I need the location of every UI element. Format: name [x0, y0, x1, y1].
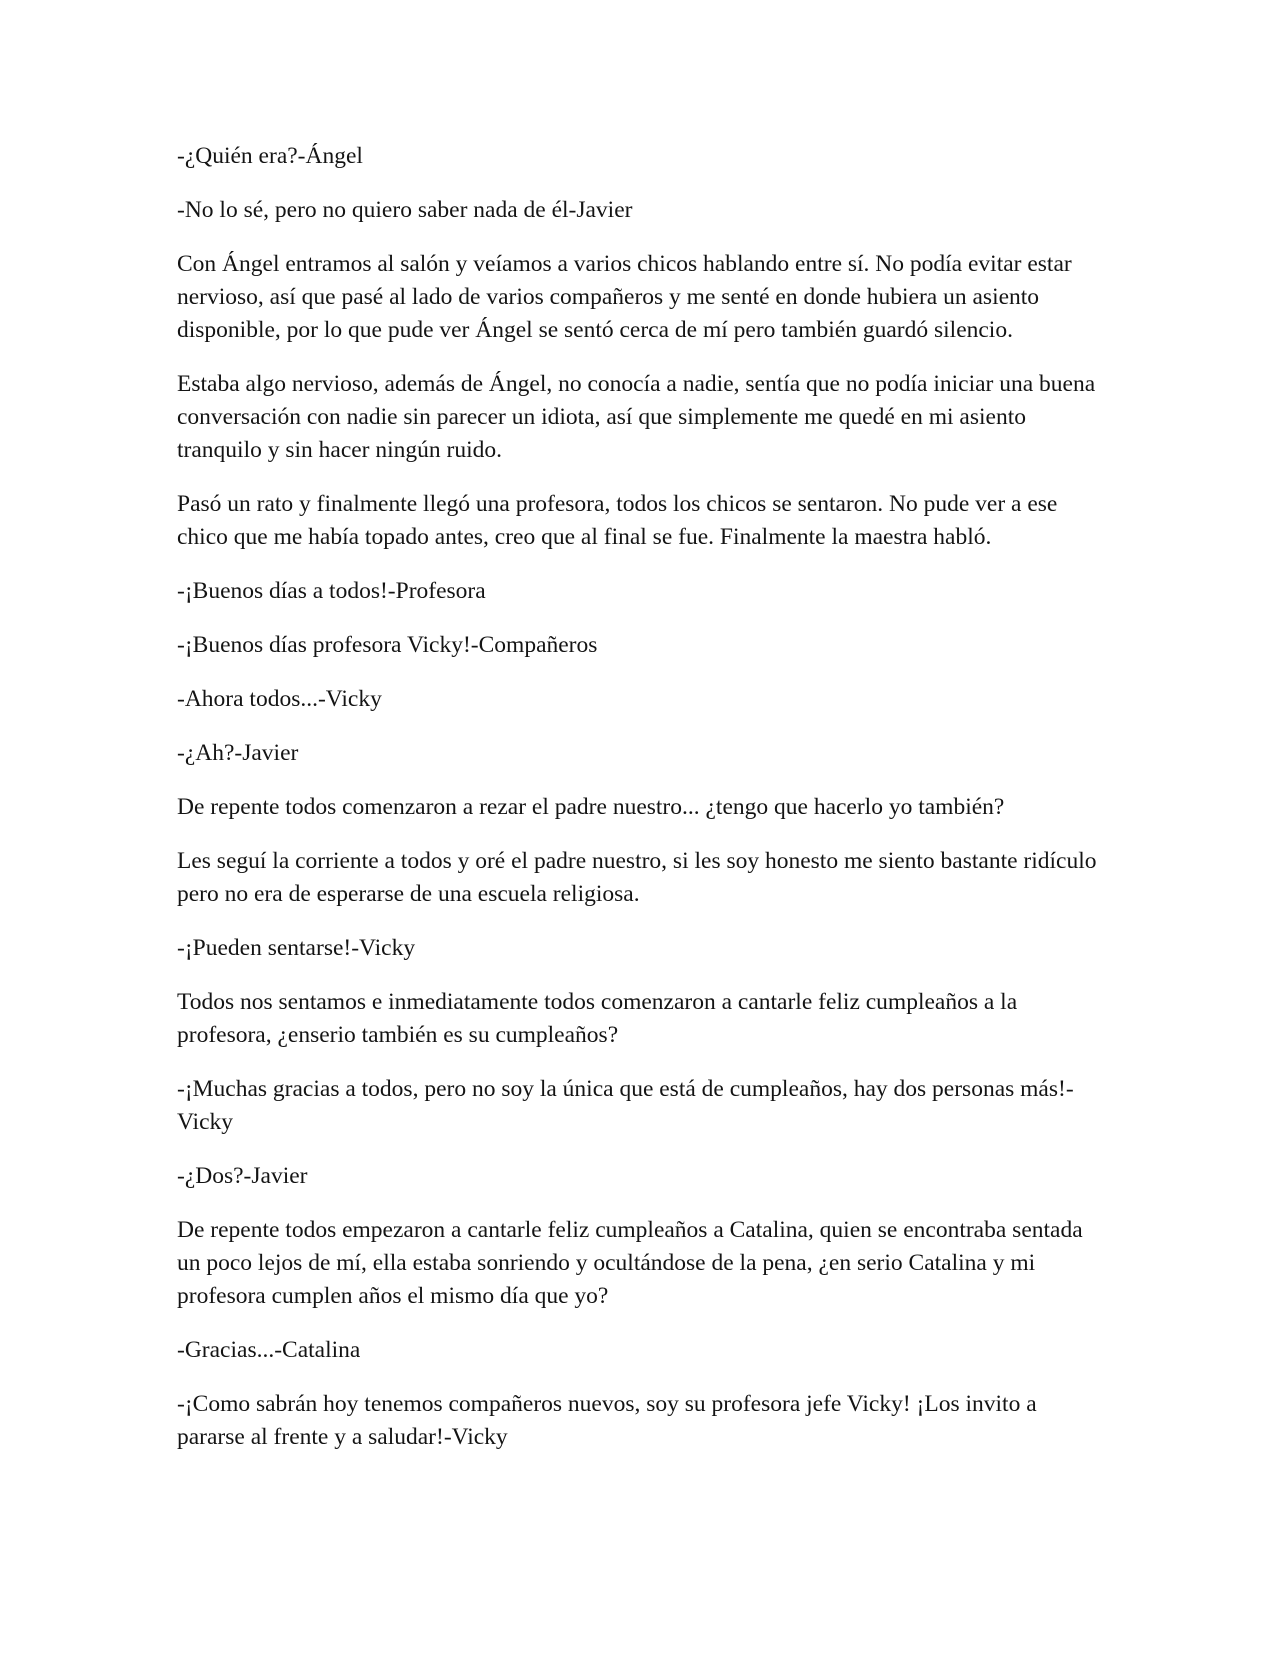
paragraph: -No lo sé, pero no quiero saber nada de él-Javier — [177, 197, 633, 223]
document-page — [177, 140, 1107, 1475]
paragraph: Con Ángel entramos al salón y veíamos a varios chicos hablando entre sí. No podía evitar estar nervioso, así que pasé al lado de varios compañeros y me senté en donde hubiera un asiento disponible, por lo que pude ver Ángel se sentó cerca de mí pero también guardó silencio. — [177, 251, 1072, 343]
paragraph: -¡Muchas gracias a todos, pero no soy la única que está de cumpleaños, hay dos personas más!-Vicky — [177, 1076, 1074, 1135]
paragraph: Estaba algo nervioso, además de Ángel, no conocía a nadie, sentía que no podía iniciar una buena conversación con nadie sin parecer un idiota, así que simplemente me quedé en mi asiento tranquilo y sin hacer ningún ruido. — [177, 371, 1096, 463]
paragraph: -¡Buenos días profesora Vicky!-Compañeros — [177, 632, 598, 658]
paragraph: -Gracias...-Catalina — [177, 1337, 361, 1363]
paragraph: -¡Pueden sentarse!-Vicky — [177, 935, 416, 961]
paragraph: -¿Quién era?-Ángel — [177, 143, 363, 169]
paragraph: -¡Como sabrán hoy tenemos compañeros nuevos, soy su profesora jefe Vicky! ¡Los invito a pararse al frente y a saludar!-Vicky — [177, 1391, 1037, 1450]
paragraph: -¿Ah?-Javier — [177, 740, 299, 766]
paragraph: -¡Buenos días a todos!-Profesora — [177, 578, 486, 604]
paragraph: Les seguí la corriente a todos y oré el padre nuestro, si les soy honesto me siento bastante ridículo pero no era de esperarse de una escuela religiosa. — [177, 848, 1097, 907]
paragraph: Todos nos sentamos e inmediatamente todos comenzaron a cantarle feliz cumpleaños a la profesora, ¿enserio también es su cumpleaños? — [177, 989, 1018, 1048]
paragraph: De repente todos empezaron a cantarle feliz cumpleaños a Catalina, quien se encontraba sentada un poco lejos de mí, ella estaba sonriendo y ocultándose de la pena, ¿en serio Catalina y mi profesora cumplen años el mismo día que yo? — [177, 1217, 1083, 1309]
paragraph: -¿Dos?-Javier — [177, 1163, 308, 1189]
paragraph: -Ahora todos...-Vicky — [177, 686, 382, 712]
paragraph: De repente todos comenzaron a rezar el padre nuestro... ¿tengo que hacerlo yo también? — [177, 794, 1005, 820]
paragraph: Pasó un rato y finalmente llegó una profesora, todos los chicos se sentaron. No pude ver a ese chico que me había topado antes, creo que al final se fue. Finalmente la maestra habló. — [177, 491, 1058, 550]
